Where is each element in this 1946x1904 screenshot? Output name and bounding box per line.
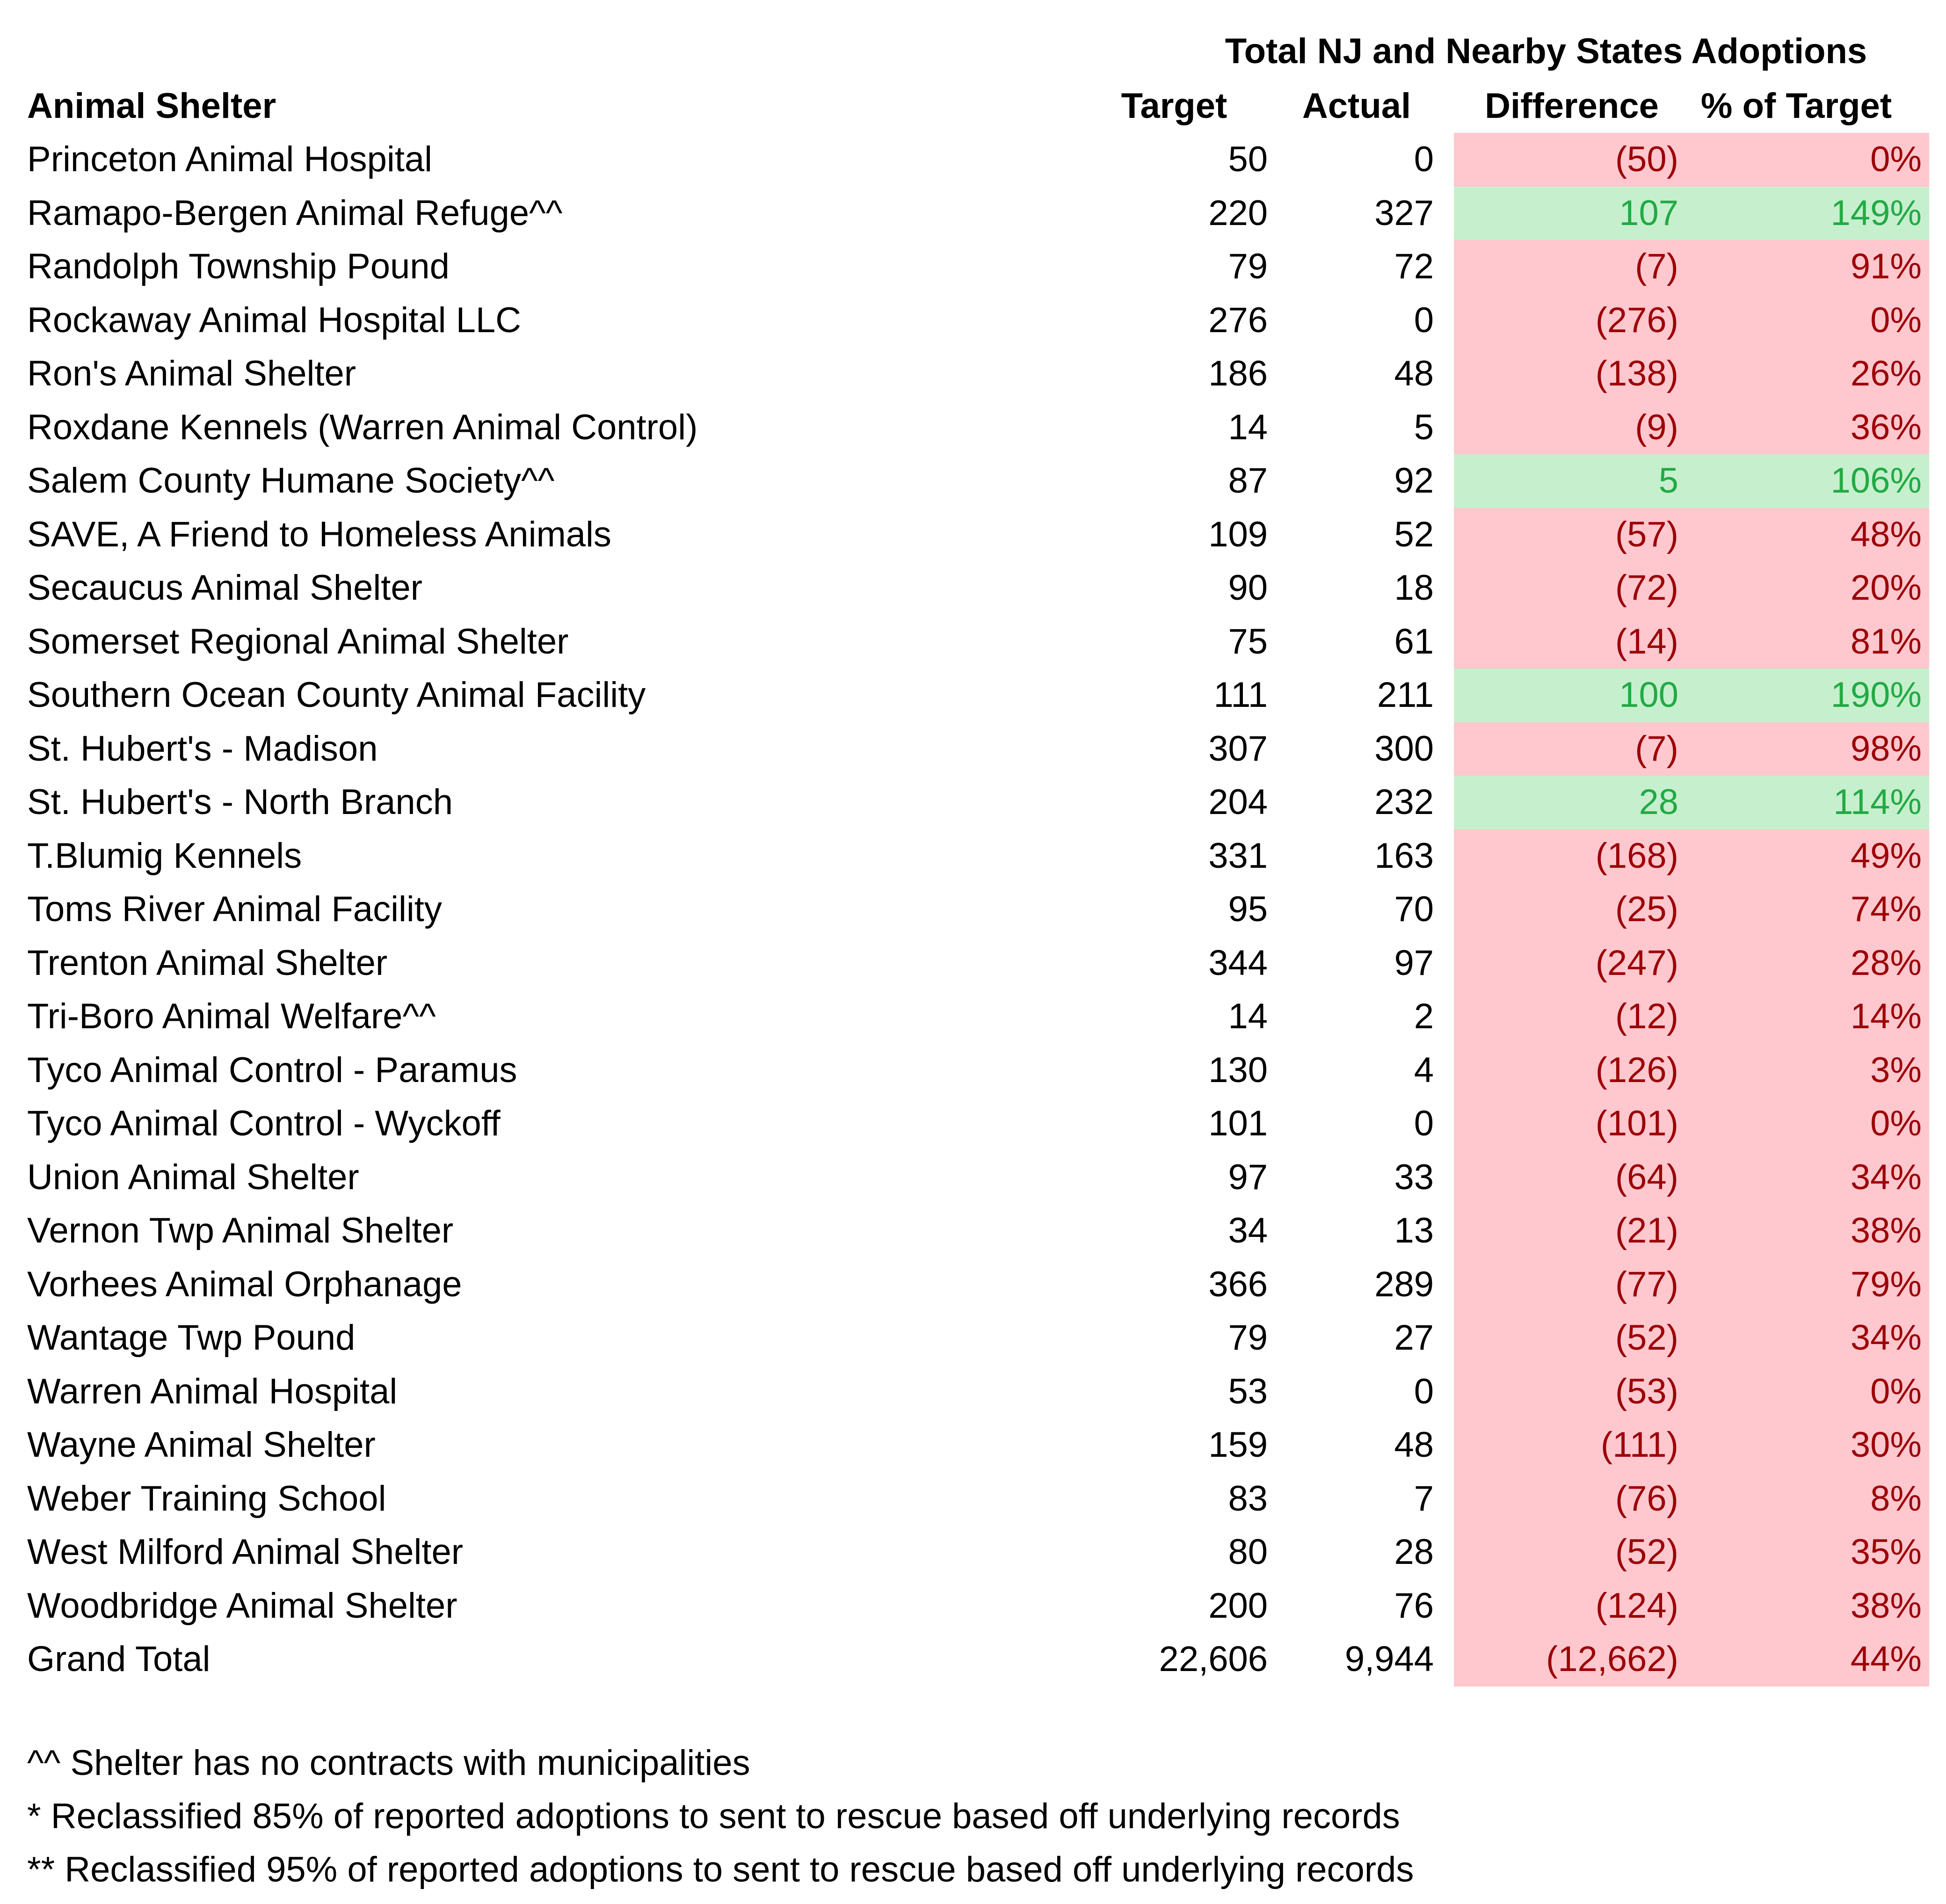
actual-cell: 9,944 — [1344, 1639, 1434, 1679]
percent-of-target-cell: 48% — [1850, 514, 1922, 554]
target-cell: 366 — [1208, 1264, 1268, 1304]
actual-cell: 232 — [1374, 782, 1434, 822]
table-row — [0, 669, 1946, 722]
shelter-name-cell: St. Hubert's - Madison — [27, 728, 378, 769]
shelter-name-cell: St. Hubert's - North Branch — [27, 782, 453, 822]
percent-of-target-cell: 0% — [1870, 1371, 1922, 1411]
difference-cell: (247) — [1595, 943, 1678, 983]
actual-cell: 2 — [1414, 996, 1434, 1036]
difference-cell: (57) — [1615, 514, 1678, 554]
difference-cell: (52) — [1615, 1532, 1678, 1572]
header-difference: Difference — [1485, 86, 1659, 126]
target-cell: 344 — [1208, 943, 1268, 983]
percent-of-target-cell: 81% — [1850, 621, 1922, 661]
shelter-name-cell: SAVE, A Friend to Homeless Animals — [27, 514, 611, 554]
shelter-name-cell: Union Animal Shelter — [27, 1157, 359, 1197]
actual-cell: 61 — [1394, 621, 1434, 661]
percent-of-target-cell: 0% — [1870, 139, 1922, 179]
footnote: ^^ Shelter has no contracts with municipalities — [27, 1743, 750, 1783]
table-row — [0, 1044, 1946, 1097]
table-row — [0, 294, 1946, 348]
actual-cell: 289 — [1374, 1264, 1434, 1304]
actual-cell: 70 — [1394, 889, 1434, 929]
target-cell: 220 — [1208, 193, 1268, 233]
grand-total-row — [0, 1633, 1946, 1686]
actual-cell: 5 — [1414, 407, 1434, 447]
table-row — [0, 508, 1946, 562]
difference-cell: (64) — [1615, 1157, 1678, 1197]
actual-cell: 72 — [1394, 247, 1434, 286]
target-cell: 95 — [1228, 889, 1268, 929]
target-cell: 200 — [1208, 1585, 1268, 1626]
table-row — [0, 937, 1946, 990]
header-percent-of-target: % of Target — [1700, 86, 1892, 126]
percent-of-target-cell: 3% — [1870, 1050, 1922, 1090]
difference-cell: 28 — [1639, 782, 1678, 822]
target-cell: 83 — [1228, 1478, 1268, 1519]
header-animal-shelter: Animal Shelter — [27, 86, 276, 126]
percent-of-target-cell: 49% — [1850, 836, 1922, 876]
percent-of-target-cell: 74% — [1850, 889, 1922, 929]
actual-cell: 13 — [1394, 1211, 1434, 1250]
table-row — [0, 829, 1946, 883]
table-row — [0, 615, 1946, 669]
target-cell: 50 — [1228, 139, 1268, 179]
header-target: Target — [1121, 86, 1227, 126]
target-cell: 159 — [1208, 1425, 1268, 1465]
shelter-name-cell: T.Blumig Kennels — [27, 836, 302, 876]
actual-cell: 0 — [1414, 139, 1434, 179]
footnotes — [27, 1737, 1936, 1897]
actual-cell: 76 — [1394, 1585, 1434, 1626]
percent-of-target-cell: 28% — [1850, 943, 1922, 983]
percent-of-target-cell: 0% — [1870, 1104, 1922, 1143]
shelter-name-cell: Secaucus Animal Shelter — [27, 568, 422, 608]
difference-cell: (101) — [1595, 1104, 1678, 1143]
actual-cell: 27 — [1394, 1318, 1434, 1358]
target-cell: 53 — [1228, 1371, 1268, 1411]
header-actual: Actual — [1302, 86, 1411, 126]
difference-cell: 5 — [1658, 461, 1678, 501]
difference-cell: 107 — [1619, 193, 1678, 233]
target-cell: 331 — [1208, 836, 1268, 876]
actual-cell: 0 — [1414, 1371, 1434, 1411]
percent-of-target-cell: 26% — [1850, 354, 1922, 393]
shelter-name-cell: Somerset Regional Animal Shelter — [27, 621, 569, 661]
difference-cell: (52) — [1615, 1318, 1678, 1358]
actual-cell: 48 — [1394, 354, 1434, 393]
difference-cell: (7) — [1635, 247, 1678, 286]
percent-of-target-cell: 91% — [1850, 247, 1922, 286]
difference-cell: (124) — [1595, 1585, 1678, 1626]
table-row — [0, 990, 1946, 1044]
actual-cell: 52 — [1394, 514, 1434, 554]
target-cell: 22,606 — [1159, 1639, 1268, 1679]
percent-of-target-cell: 0% — [1870, 300, 1922, 340]
shelter-name-cell: Wayne Animal Shelter — [27, 1425, 376, 1465]
shelter-name-cell: Warren Animal Hospital — [27, 1371, 398, 1411]
percent-of-target-cell: 20% — [1850, 568, 1922, 608]
actual-cell: 97 — [1394, 943, 1434, 983]
difference-cell: (9) — [1635, 407, 1678, 447]
percent-of-target-cell: 14% — [1850, 996, 1922, 1036]
difference-cell: (14) — [1615, 621, 1678, 661]
percent-of-target-cell: 38% — [1850, 1585, 1922, 1626]
table-row — [0, 1418, 1946, 1472]
shelter-name-cell: Wantage Twp Pound — [27, 1318, 356, 1358]
target-cell: 79 — [1228, 247, 1268, 286]
target-cell: 307 — [1208, 728, 1268, 769]
shelter-name-cell: West Milford Animal Shelter — [27, 1532, 464, 1572]
difference-cell: (50) — [1615, 139, 1678, 179]
target-cell: 204 — [1208, 782, 1268, 822]
percent-of-target-cell: 34% — [1850, 1157, 1922, 1197]
actual-cell: 48 — [1394, 1425, 1434, 1465]
target-cell: 14 — [1228, 407, 1268, 447]
table-row — [0, 561, 1946, 615]
shelter-name-cell: Southern Ocean County Animal Facility — [27, 675, 646, 715]
target-cell: 97 — [1228, 1157, 1268, 1197]
table-row — [0, 1579, 1946, 1633]
difference-cell: (168) — [1595, 836, 1678, 876]
percent-of-target-cell: 38% — [1850, 1211, 1922, 1250]
difference-cell: (25) — [1615, 889, 1678, 929]
percent-of-target-cell: 8% — [1870, 1478, 1922, 1519]
target-cell: 14 — [1228, 996, 1268, 1036]
footnote: * Reclassified 85% of reported adoptions to sent to rescue based off underlying records — [27, 1796, 1400, 1836]
table-row — [0, 1258, 1946, 1312]
difference-cell: 100 — [1619, 675, 1678, 715]
target-cell: 111 — [1213, 675, 1268, 715]
actual-cell: 327 — [1374, 193, 1434, 233]
difference-cell: (126) — [1595, 1050, 1678, 1090]
target-cell: 34 — [1228, 1211, 1268, 1250]
shelter-name-cell: Ron's Animal Shelter — [27, 354, 356, 393]
target-cell: 130 — [1208, 1050, 1268, 1090]
table-row — [0, 187, 1946, 240]
table-row — [0, 1151, 1946, 1205]
percent-of-target-cell: 114% — [1833, 782, 1922, 822]
percent-of-target-cell: 98% — [1850, 728, 1922, 769]
shelter-name-cell: Vorhees Animal Orphanage — [27, 1264, 462, 1304]
target-cell: 101 — [1208, 1104, 1268, 1143]
table-row — [0, 454, 1946, 508]
percent-of-target-cell: 79% — [1850, 1264, 1922, 1304]
shelter-name-cell: Ramapo-Bergen Animal Refuge^^ — [27, 193, 563, 233]
table-row — [0, 347, 1946, 401]
table-row — [0, 1526, 1946, 1579]
target-cell: 75 — [1228, 621, 1268, 661]
percent-of-target-cell: 30% — [1850, 1425, 1922, 1465]
actual-cell: 0 — [1414, 1104, 1434, 1143]
actual-cell: 7 — [1414, 1478, 1434, 1519]
group-title: Total NJ and Nearby States Adoptions — [1225, 31, 1867, 71]
percent-of-target-cell: 44% — [1850, 1639, 1922, 1679]
difference-cell: (111) — [1600, 1425, 1678, 1465]
target-cell: 276 — [1208, 300, 1268, 340]
target-cell: 80 — [1228, 1532, 1268, 1572]
difference-cell: (12,662) — [1546, 1639, 1678, 1679]
shelter-name-cell: Tri-Boro Animal Welfare^^ — [27, 996, 436, 1036]
shelter-name-cell: Trenton Animal Shelter — [27, 943, 388, 983]
target-cell: 79 — [1228, 1318, 1268, 1358]
actual-cell: 163 — [1374, 836, 1434, 876]
target-cell: 186 — [1208, 354, 1268, 393]
difference-cell: (7) — [1635, 728, 1678, 769]
table-row — [0, 133, 1946, 187]
difference-cell: (21) — [1615, 1211, 1678, 1250]
actual-cell: 0 — [1414, 300, 1434, 340]
shelter-name-cell: Roxdane Kennels (Warren Animal Control) — [27, 407, 698, 447]
shelter-name-cell: Rockaway Animal Hospital LLC — [27, 300, 522, 340]
table-row — [0, 883, 1946, 937]
shelter-name-cell: Princeton Animal Hospital — [27, 139, 432, 179]
actual-cell: 211 — [1377, 675, 1434, 715]
shelter-name-cell: Tyco Animal Control - Paramus — [27, 1050, 517, 1090]
actual-cell: 33 — [1394, 1157, 1434, 1197]
table-row — [0, 1365, 1946, 1419]
shelter-name-cell: Toms River Animal Facility — [27, 889, 442, 929]
target-cell: 87 — [1228, 461, 1268, 501]
difference-cell: (138) — [1595, 354, 1678, 393]
shelter-name-cell: Salem County Humane Society^^ — [27, 461, 555, 501]
actual-cell: 18 — [1394, 568, 1434, 608]
percent-of-target-cell: 35% — [1850, 1532, 1922, 1572]
percent-of-target-cell: 190% — [1830, 675, 1922, 715]
footnote: ** Reclassified 95% of reported adoptions to sent to rescue based off underlying records — [27, 1850, 1414, 1889]
difference-cell: (53) — [1615, 1371, 1678, 1411]
table-row — [0, 776, 1946, 829]
table-row — [0, 1472, 1946, 1526]
actual-cell: 300 — [1374, 728, 1434, 769]
actual-cell: 28 — [1394, 1532, 1434, 1572]
difference-cell: (76) — [1615, 1478, 1678, 1519]
percent-of-target-cell: 34% — [1850, 1318, 1922, 1358]
table-row — [0, 722, 1946, 776]
difference-cell: (72) — [1615, 568, 1678, 608]
table-row — [0, 240, 1946, 294]
actual-cell: 4 — [1414, 1050, 1434, 1090]
percent-of-target-cell: 36% — [1850, 407, 1922, 447]
difference-cell: (12) — [1615, 996, 1678, 1036]
table-row — [0, 1311, 1946, 1365]
table-body — [0, 133, 1946, 1686]
target-cell: 90 — [1228, 568, 1268, 608]
shelter-name-cell: Vernon Twp Animal Shelter — [27, 1211, 454, 1250]
table-row — [0, 1204, 1946, 1258]
shelter-name-cell: Woodbridge Animal Shelter — [27, 1585, 457, 1626]
shelter-name-cell: Tyco Animal Control - Wyckoff — [27, 1104, 501, 1143]
table-row — [0, 401, 1946, 455]
difference-cell: (77) — [1615, 1264, 1678, 1304]
shelter-name-cell: Weber Training School — [27, 1478, 386, 1519]
actual-cell: 92 — [1394, 461, 1434, 501]
difference-cell: (276) — [1595, 300, 1678, 340]
column-header-row — [0, 80, 1946, 133]
shelter-name-cell: Grand Total — [27, 1639, 211, 1679]
percent-of-target-cell: 149% — [1830, 193, 1922, 233]
shelter-name-cell: Randolph Township Pound — [27, 247, 450, 286]
table-row — [0, 1097, 1946, 1151]
percent-of-target-cell: 106% — [1830, 461, 1922, 501]
target-cell: 109 — [1208, 514, 1268, 554]
